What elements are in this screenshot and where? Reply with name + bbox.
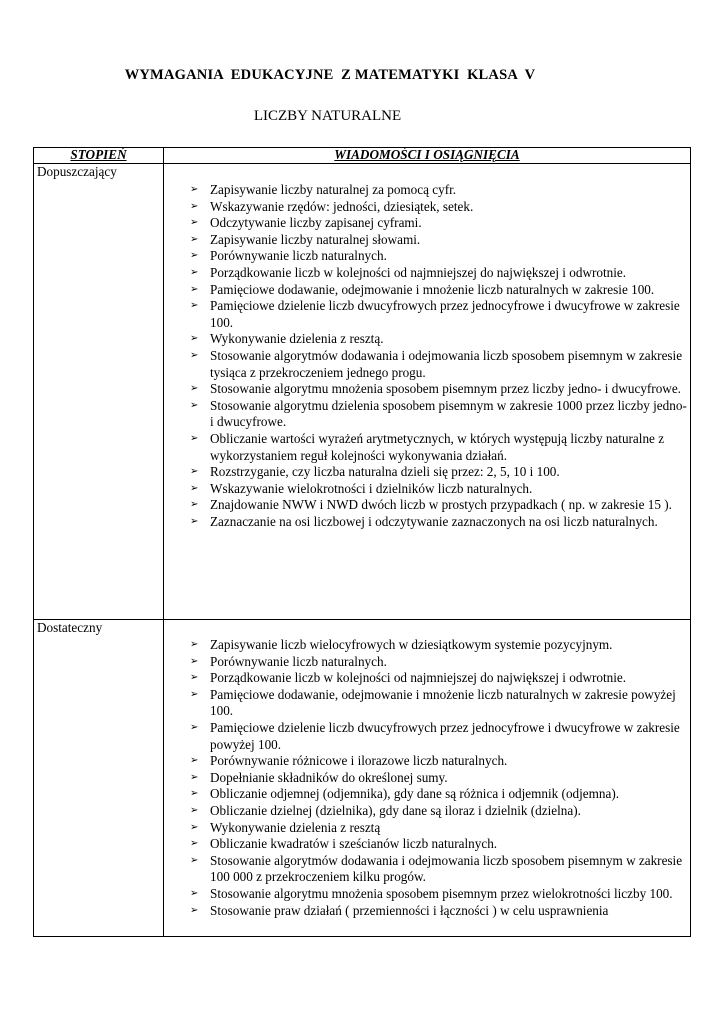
list-item: ➢ Obliczanie kwadratów i sześcianów liczb naturalnych. (190, 836, 498, 852)
arrow-bullet-icon: ➢ (190, 383, 199, 395)
arrow-bullet-icon: ➢ (190, 515, 199, 527)
list-item: ➢ Wskazywanie wielokrotności i dzielników liczb naturalnych. (190, 480, 533, 496)
section-title: LICZBY NATURALNE (253, 108, 402, 124)
arrow-bullet-icon: ➢ (190, 838, 199, 850)
arrow-bullet-icon: ➢ (190, 184, 199, 195)
arrow-bullet-icon: ➢ (190, 250, 199, 262)
arrow-bullet-icon: ➢ (190, 904, 199, 916)
arrow-bullet-icon: ➢ (190, 217, 199, 229)
table-row (34, 164, 691, 620)
list-item: ➢ Porządkowanie liczb w kolejności od najmniejszej do największej i odwrotnie. (190, 264, 627, 280)
list-item: ➢ Pamięciowe dodawanie, odejmowanie i mnożenie liczb naturalnych w zakresie 100. (190, 281, 655, 297)
list-item: ➢ Pamięciowe dzielenie liczb dwucyfrowych przez jednocyfrowe i dwucyfrowe w zakresie powyżej 100. (190, 719, 680, 752)
list-item: ➢ Porównywanie liczb naturalnych. (190, 248, 387, 264)
arrow-bullet-icon: ➢ (190, 755, 199, 767)
arrow-bullet-icon: ➢ (190, 854, 199, 866)
arrow-bullet-icon: ➢ (190, 349, 199, 361)
arrow-bullet-icon: ➢ (190, 300, 199, 312)
list-item: ➢ Obliczanie wartości wyrażeń arytmetycznych, w których występują liczby naturalne z wykorzystaniem reguł kolejności wykonywania działań. (190, 430, 665, 463)
arrow-bullet-icon: ➢ (190, 771, 199, 783)
requirements-cell (164, 164, 691, 620)
list-item: ➢ Obliczanie odjemnej (odjemnika), gdy dane są różnica i odjemnik (odjemna). (190, 786, 620, 802)
list-item: ➢ Wykonywanie dzielenia z resztą. (190, 331, 384, 347)
list-item: ➢ Zapisywanie liczby naturalnej za pomocą cyfr. (190, 182, 457, 197)
list-item: ➢ Porównywanie różnicowe i ilorazowe liczb naturalnych. (190, 753, 508, 769)
arrow-bullet-icon: ➢ (190, 887, 199, 899)
arrow-bullet-icon: ➢ (190, 233, 199, 245)
arrow-bullet-icon: ➢ (190, 432, 199, 444)
requirements-table (33, 147, 691, 937)
list-item: ➢ Pamięciowe dodawanie, odejmowanie i mnożenie liczb naturalnych w zakresie powyżej 100. (190, 686, 676, 719)
list-item: ➢ Stosowanie algorytmów dodawania i odejmowania liczb sposobem pisemnym w zakresie 100 000 z przekroczeniem kilku progów. (190, 852, 683, 885)
header-knowledge: WIADOMOŚCI I OSIĄGNIĘCIA (164, 148, 691, 164)
arrow-bullet-icon: ➢ (190, 466, 199, 478)
list-item: ➢ Pamięciowe dzielenie liczb dwucyfrowych przez jednocyfrowe i dwucyfrowe w zakresie 100. (190, 298, 680, 330)
list-item: ➢ Wykonywanie dzielenia z resztą (190, 819, 381, 835)
list-item: ➢ Odczytywanie liczby zapisanej cyframi. (190, 215, 422, 231)
grade-label: Dopuszczający (34, 164, 164, 620)
arrow-bullet-icon: ➢ (190, 482, 199, 494)
list-item: ➢ Stosowanie algorytmu mnożenia sposobem pisemnym przez liczby jedno- i dwucyfrowe. (190, 381, 681, 397)
list-item: ➢ Stosowanie praw działań ( przemienności i łączności ) w celu usprawnienia (190, 902, 609, 918)
grade-label: Dostateczny (34, 620, 164, 937)
list-item: ➢ Rozstrzyganie, czy liczba naturalna dzieli się przez: 2, 5, 10 i 100. (190, 464, 560, 480)
arrow-bullet-icon: ➢ (190, 200, 199, 212)
arrow-bullet-icon: ➢ (190, 639, 199, 650)
list-item: ➢ Stosowanie algorytmu mnożenia sposobem pisemnym przez wielokrotności liczby 100. (190, 885, 673, 901)
header-grade: STOPIEŃ (34, 148, 164, 164)
arrow-bullet-icon: ➢ (190, 821, 199, 833)
list-item: ➢ Obliczanie dzielnej (dzielnika), gdy dane są iloraz i dzielnik (dzielna). (190, 802, 581, 818)
arrow-bullet-icon: ➢ (190, 672, 199, 684)
table-header-row (34, 148, 691, 164)
document-title: WYMAGANIA EDUKACYJNE Z MATEMATYKI KLASA V (124, 67, 536, 83)
requirements-list (164, 164, 690, 530)
list-item: ➢ Porządkowanie liczb w kolejności od najmniejszej do największej i odwrotnie. (190, 670, 627, 686)
list-item: ➢ Wskazywanie rzędów: jedności, dziesiątek, setek. (190, 198, 474, 214)
arrow-bullet-icon: ➢ (190, 721, 199, 733)
arrow-bullet-icon: ➢ (190, 266, 199, 278)
requirements-list (164, 620, 690, 919)
arrow-bullet-icon: ➢ (190, 333, 199, 345)
list-item: ➢ Stosowanie algorytmu dzielenia sposobem pisemnym w zakresie 1000 przez liczby jedno- i dwucyfrowe. (190, 397, 687, 430)
arrow-bullet-icon: ➢ (190, 655, 199, 667)
list-item: ➢ Znajdowanie NWW i NWD dwóch liczb w prostych przypadkach ( np. w zakresie 15 ). (190, 497, 672, 513)
arrow-bullet-icon: ➢ (190, 788, 199, 800)
list-item: ➢ Porównywanie liczb naturalnych. (190, 653, 387, 669)
arrow-bullet-icon: ➢ (190, 688, 199, 700)
list-item: ➢ Zapisywanie liczb wielocyfrowych w dziesiątkowym systemie pozycyjnym. (190, 637, 613, 652)
list-item: ➢ Zapisywanie liczby naturalnej słowami. (190, 231, 421, 247)
arrow-bullet-icon: ➢ (190, 804, 199, 816)
list-item: ➢ Dopełnianie składników do określonej sumy. (190, 769, 448, 785)
requirements-cell (164, 620, 691, 937)
arrow-bullet-icon: ➢ (190, 283, 199, 295)
arrow-bullet-icon: ➢ (190, 399, 199, 411)
table-row (34, 620, 691, 937)
list-item: ➢ Zaznaczanie na osi liczbowej i odczytywanie zaznaczonych na osi liczb naturalnych. (190, 513, 658, 529)
list-item: ➢ Stosowanie algorytmów dodawania i odejmowania liczb sposobem pisemnym w zakresie tysiąca z przekroczeniem jednego progu. (190, 347, 683, 380)
arrow-bullet-icon: ➢ (190, 499, 199, 511)
